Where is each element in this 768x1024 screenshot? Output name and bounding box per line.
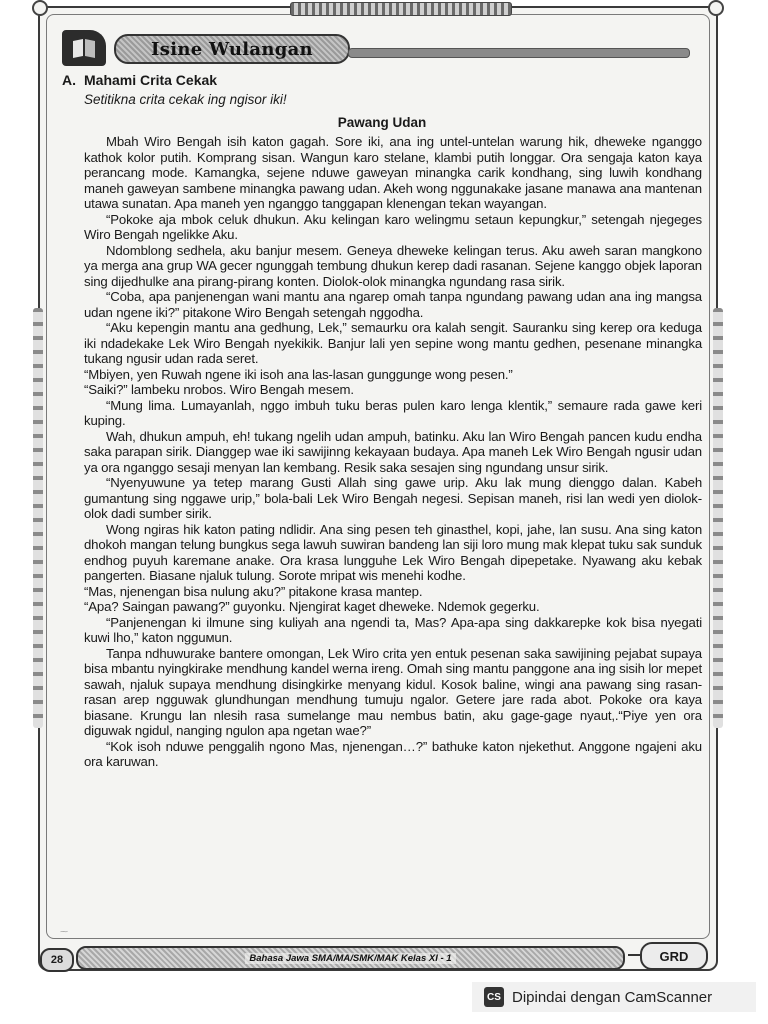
story-paragraph: Wong ngiras hik katon pating ndlidir. Ana sing pesen teh ginasthel, kopi, jahe, lan susu. Ana sing katon dhokoh mangan telung bungkus sega lawuh suwiran bandeng lan siji loro mung mak klepat tuku sak sunduk endhog puyuh karemane anake. Ora krasa lungguhe Lek Wiro Bengah dipepetake. Nyawang aku kebak pangerten. Biasane njaluk tulung. Sorote mripat wis menehi kodhe. — [84, 521, 702, 583]
story-paragraph: Wah, dhukun ampuh, eh! tukang ngelih udan ampuh, batinku. Aku lan Wiro Bengah pancen kudu endha saka parapan sirik. Dianggep wae iki sawijinng kekayaan budaya. Apa maneh Lek Wiro Bengah ngusir udan ya ora nganggo sesaji menyan lan kembang. Resik saka sesajen sing ngundang unsur sirik. — [84, 428, 702, 475]
story-paragraph: Ndomblong sedhela, aku banjur mesem. Geneya dheweke kelingan terus. Aku aweh saran mangkono ya merga ana grup WA gecer ngunggah tembung dhukun kerep dadi rasanan. Sejene kanggo objek laporan sing dijedhulke ana pirang-pirang konten. Diolok-olok minangka ngundang rasa sirik. — [84, 242, 702, 289]
story-paragraph: Tanpa ndhuwurake bantere omongan, Lek Wiro crita yen entuk pesenan saka sawijining pejabat supaya bisa mbantu nyingkirake mendhung kandel werna ireng. Omah sing mantu panggone ana ing sisih lor mepet sawah, njaluk supaya mendhung disingkirke menyang kidul. Kosok baline, wingi ana pawang sing rasan-rasan arep ngguwak glundhungan mendhung tumuju ngalor. Getere jare rada abot. Pokoke ora kaya biasane. Krungu lan nlesih rasa sumelange mau nembus batin, aku gage-gage nyaut,.“Piye yen ora diguwak ngidul, nanging ngulon apa ngetan wae?” — [84, 645, 702, 738]
book-title: Bahasa Jawa SMA/MA/SMK/MAK Kelas XI - 1 — [245, 953, 455, 964]
top-ornament — [290, 2, 512, 16]
corner-ornament — [32, 0, 48, 16]
story-paragraph: “Mung lima. Lumayanlah, nggo imbuh tuku beras pulen karo lenga klentik,” semaure rada gawe keri kuping. — [84, 397, 702, 428]
header-bar — [348, 48, 690, 58]
story-paragraph: “Saiki?” lambeku nrobos. Wiro Bengah mesem. — [84, 382, 354, 397]
lesson-header — [62, 30, 712, 70]
story-paragraph: “Nyenyuwune ya tetep marang Gusti Allah sing gawe urip. Aku lak mung dienggo dalan. Kabeh gumantung sing nggawe urip,” bola-bali Lek Wiro Bengah negesi. Sepisan maneh, risi lan wedi yen diolok-olok dadi sumber sirik. — [84, 475, 702, 521]
camscanner-icon: CS — [484, 987, 504, 1007]
instruction-text: Setitikna crita cekak ing ngisor iki! — [84, 92, 287, 107]
story-paragraph: “Mbiyen, yen Ruwah ngene iki isoh ana las-lasan gunggunge wong pesen.” — [84, 366, 513, 382]
story-paragraph: “Mas, njenengan bisa nulung aku?” pitakone krasa mantep. — [84, 583, 423, 599]
footer-bar — [76, 946, 625, 970]
story-title: Pawang Udan — [337, 115, 427, 130]
story-paragraph: “Coba, apa panjenengan wani mantu ana ngarep omah tanpa ngundang pawang udan ana ing mangsa udan ngene iki?” pitakone Wiro Bengah setengah nggodha. — [84, 289, 702, 320]
section-heading — [62, 72, 702, 88]
story-paragraph: Mbah Wiro Bengah isih katon gagah. Sore iki, ana ing untel-untelan warung hik, dheweke nganggo kathok kolor putih. Komprang sisan. Wangun karo stelane, klambi putih longgar. Ora sengaja katon kaya perancang mode. Kamangka, sejene nduwe gaweyan minangka carik kondhang, sing luwih kondhang maneh gaweyan sambene minangka pawang udan. Akeh wong nggunakake jasane manawa ana mantenan utawa sunatan. Apa maneh yen nganggo tanggapan klenengan tekan wayangan. — [84, 134, 702, 211]
right-ornament — [713, 308, 723, 728]
book-icon — [62, 30, 106, 66]
page-footer — [40, 940, 716, 970]
page-content — [62, 72, 702, 770]
left-ornament — [33, 308, 43, 728]
header-pill — [114, 34, 350, 64]
story-body — [62, 134, 702, 770]
page-title: Isine Wulangan — [151, 38, 313, 60]
pencil-mark: ⁓ — [60, 927, 68, 936]
publisher-badge: GRD — [640, 942, 708, 970]
section-title: Mahami Crita Cekak — [84, 72, 218, 88]
scanner-label: Dipindai dengan CamScanner — [512, 988, 713, 1006]
story-paragraph: “Panjenengan ki ilmune sing kuliyah ana ngendi ta, Mas? Apa-apa sing dakkarepke kok bisa nyegati kuwi lho,” katon ngguмun. — [84, 614, 702, 645]
story-paragraph: “Aku kepengin mantu ana gedhung, Lek,” semaurku ora kalah sengit. Sauranku sing kerep ora keduga iki ndadekake Lek Wiro Bengah nyekikik. Banjur lali yen sepine wong mantu gedhen, pesenane minangka tukang ngusir udan rada seret. — [84, 320, 702, 366]
page-number: 28 — [40, 948, 74, 972]
scanner-watermark — [472, 982, 756, 1012]
story-paragraph: “Kok isoh nduwe penggalih ngono Mas, njenengan…?” bathuke katon njekethut. Anggone ngajeni aku ora karuwan. — [84, 738, 702, 769]
story-paragraph: “Pokoke aja mbok celuk dhukun. Aku kelingan karo welingmu setaun kepungkur,” setengah njegeges Wiro Bengah ngelikke Aku. — [84, 211, 702, 242]
corner-ornament — [708, 0, 724, 16]
section-letter: A. — [62, 72, 76, 88]
story-paragraph: “Apa? Saingan pawang?” guyonku. Njengirat kaget dheweke. Ndemok gegerku. — [84, 599, 540, 614]
